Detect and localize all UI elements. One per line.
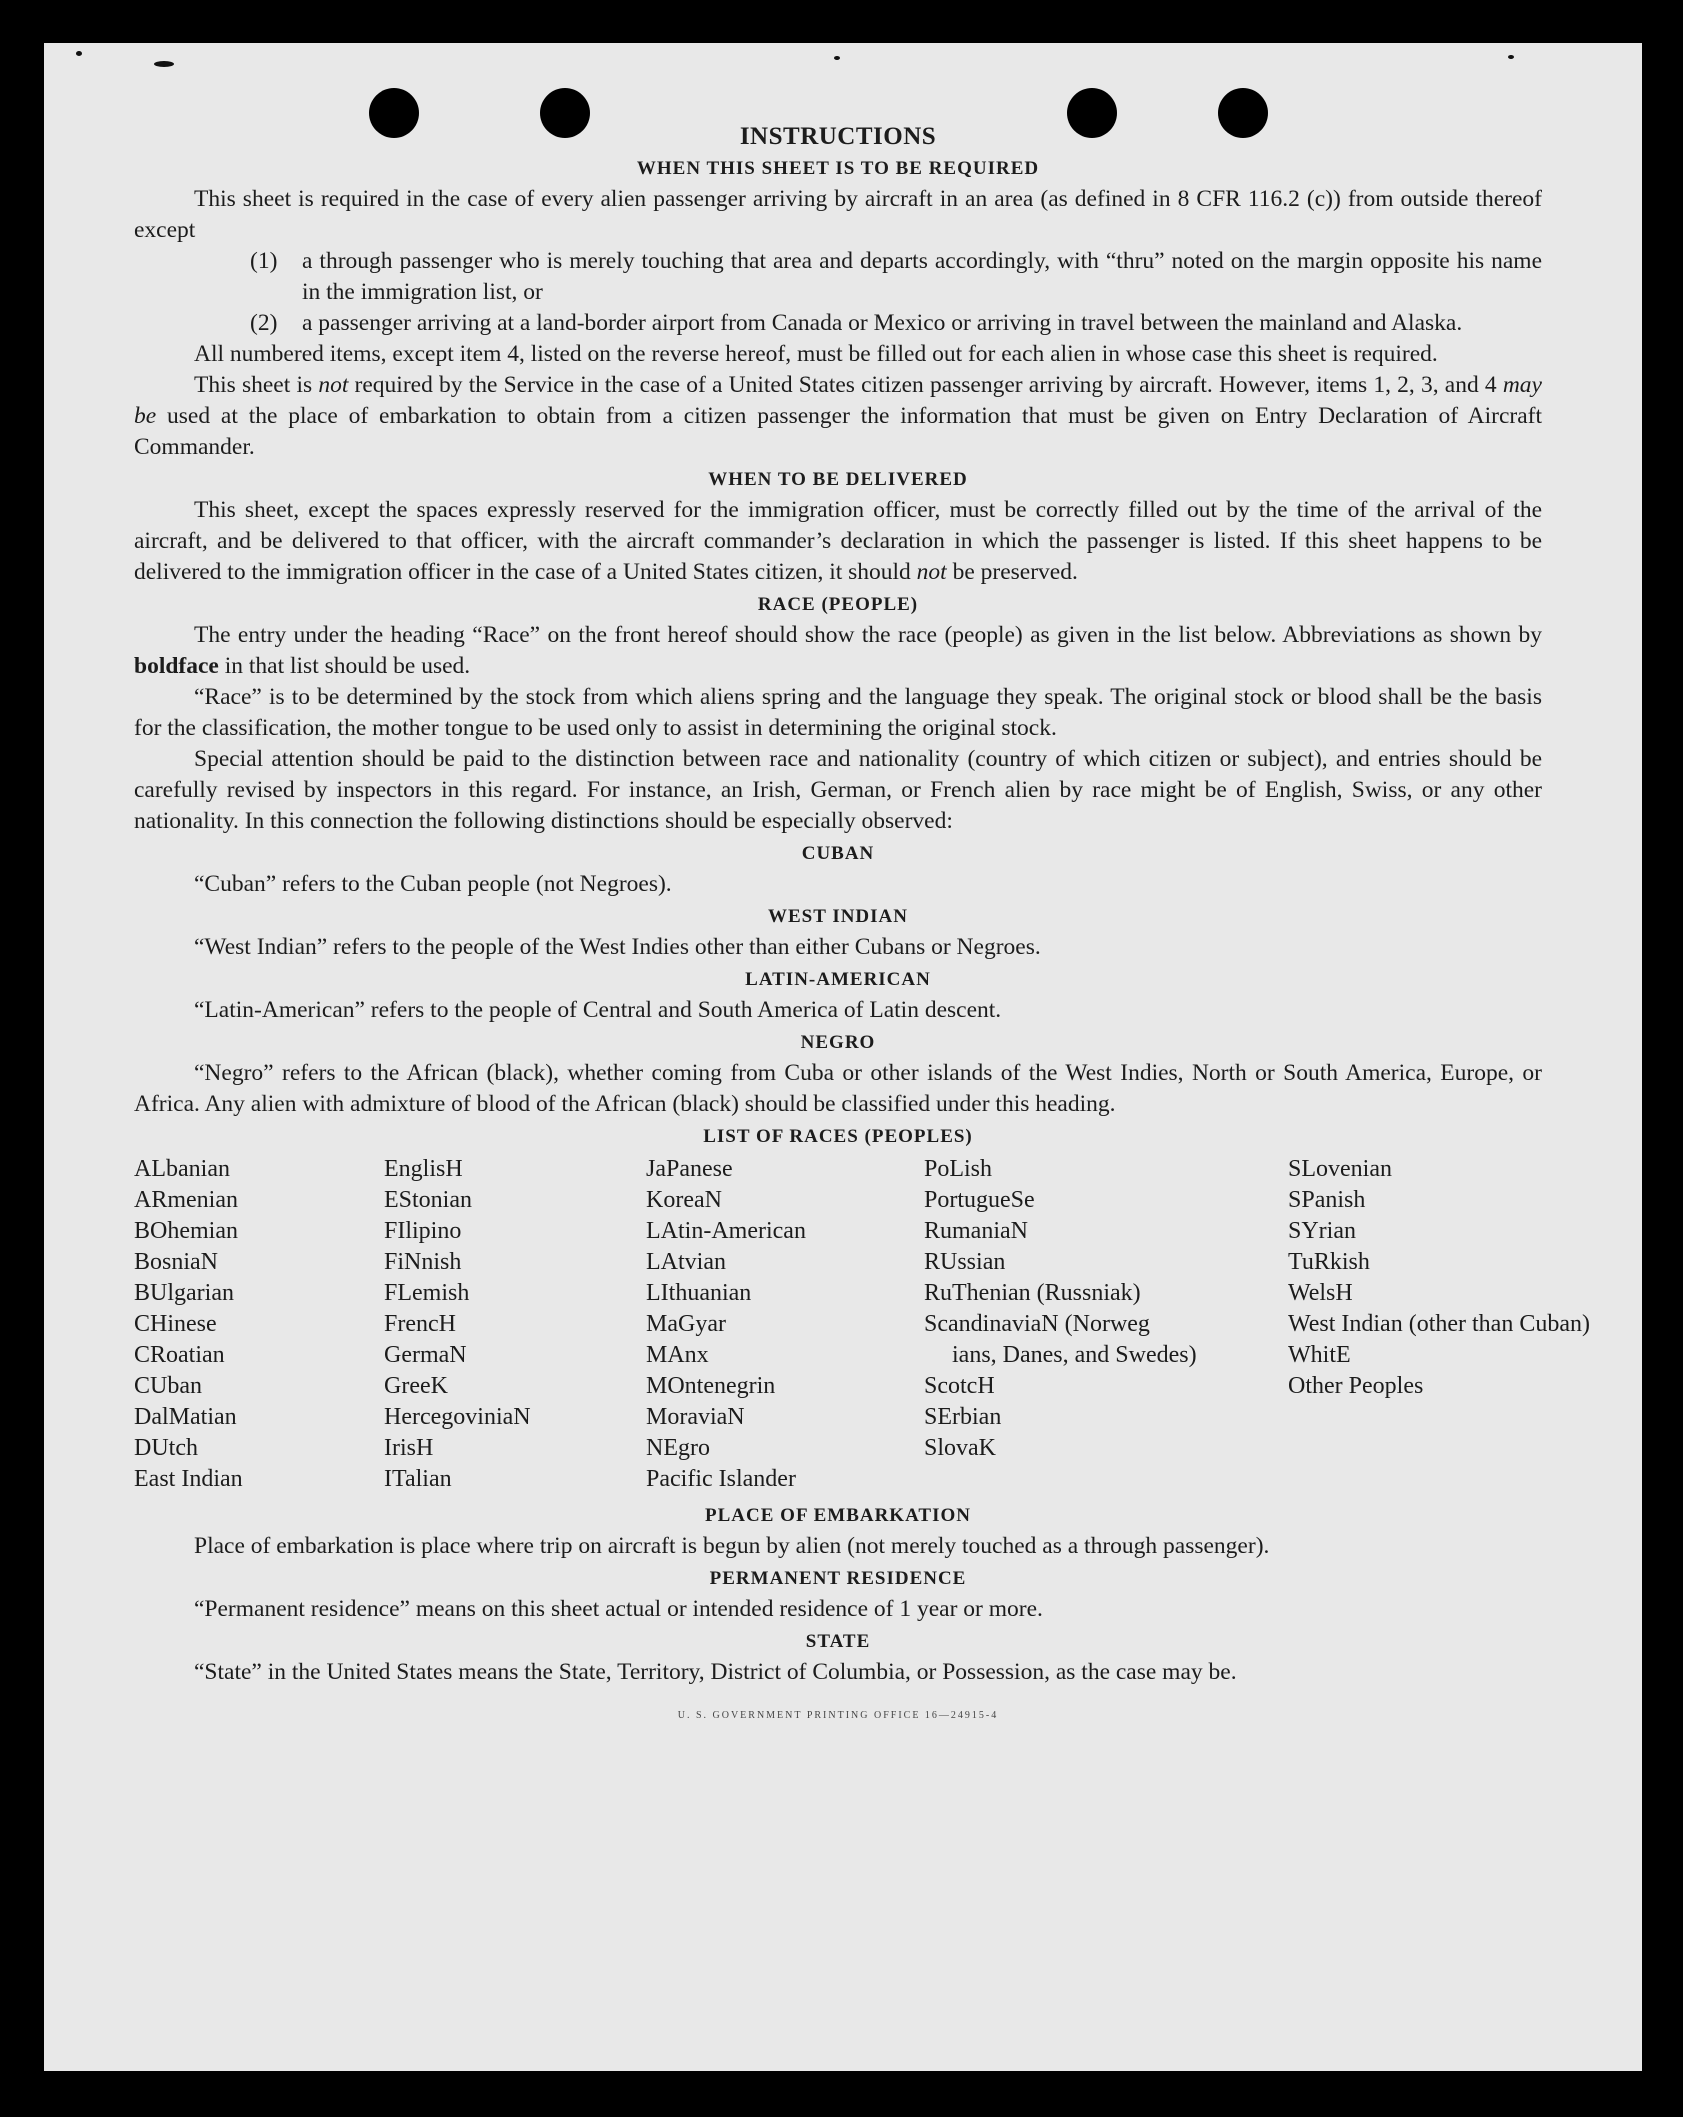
race-item: MAnx bbox=[646, 1342, 709, 1368]
race-para-2: “Race” is to be determined by the stock from which aliens spring and the language they speak. The original stock or blood shall be the basis for the classification, the mother tongue to be used only to assist in determining the original stock. bbox=[134, 684, 1542, 741]
race-item: SlovaK bbox=[924, 1435, 996, 1461]
race-item: LIthuanian bbox=[646, 1280, 752, 1306]
race-column bbox=[646, 1154, 924, 1495]
section-heading-state: STATE bbox=[805, 1631, 871, 1652]
race-item: BOhemian bbox=[134, 1218, 238, 1244]
item-number: (2) bbox=[250, 310, 278, 336]
race-item: SYrian bbox=[1288, 1218, 1356, 1244]
race-para-3: Special attention should be paid to the distinction between race and nationality (country of which citizen or subject), and entries should be carefully revised by inspectors in this regard. For instance, an Irish, German, or French alien by race might be of English, Swiss, or any other nationality. In this connection the following distinctions should be especially observed: bbox=[134, 746, 1542, 834]
race-item: IrisH bbox=[384, 1435, 434, 1461]
race-item: EStonian bbox=[384, 1187, 472, 1213]
race-item: ScotcH bbox=[924, 1373, 995, 1399]
section-heading-race: RACE (PEOPLE) bbox=[757, 594, 919, 615]
section-heading-list-of-races: LIST OF RACES (PEOPLES) bbox=[703, 1126, 973, 1147]
race-item: East Indian bbox=[134, 1466, 243, 1492]
race-item: BosniaN bbox=[134, 1249, 218, 1275]
race-item: FrencH bbox=[384, 1311, 456, 1337]
speck bbox=[76, 51, 82, 56]
race-item: SPanish bbox=[1288, 1187, 1366, 1213]
race-column bbox=[924, 1154, 1288, 1495]
race-column bbox=[1288, 1154, 1590, 1495]
race-item: FLemish bbox=[384, 1280, 470, 1306]
race-item: ARmenian bbox=[134, 1187, 238, 1213]
exception-item bbox=[134, 308, 1542, 339]
race-item: MoraviaN bbox=[646, 1404, 745, 1430]
race-item: CHinese bbox=[134, 1311, 217, 1337]
race-item: ScandinaviaN (Norweg ians, Danes, and Swedes) bbox=[924, 1311, 1197, 1368]
printer-imprint: U. S. GOVERNMENT PRINTING OFFICE 16—24915-4 bbox=[677, 1710, 999, 1721]
race-para-1: The entry under the heading “Race” on the front hereof should show the race (people) as given in the list below. Abbreviations as shown by boldface in that list should be used. bbox=[134, 622, 1542, 679]
race-item: SLovenian bbox=[1288, 1156, 1392, 1182]
delivered-text: This sheet, except the spaces expressly reserved for the immigration officer, must be correctly filled out by the time of the arrival of the aircraft, and be delivered to that officer, with the aircraft commander’s declaration in which the passenger is listed. If this sheet happens to be delivered to the immigration officer in the case of a United States citizen, it should not be preserved. bbox=[134, 497, 1542, 585]
exception-item bbox=[134, 246, 1542, 308]
page-title: INSTRUCTIONS bbox=[739, 123, 937, 150]
speck bbox=[1508, 55, 1514, 59]
residence-text: “Permanent residence” means on this sheet actual or intended residence of 1 year or more. bbox=[194, 1596, 1043, 1622]
instructions-content bbox=[134, 121, 1590, 1731]
race-item: BUlgarian bbox=[134, 1280, 234, 1306]
race-item: JaPanese bbox=[646, 1156, 733, 1182]
document-sheet bbox=[44, 43, 1642, 2071]
race-item: CRoatian bbox=[134, 1342, 225, 1368]
section-heading-west-indian: WEST INDIAN bbox=[768, 906, 908, 927]
item-text: a through passenger who is merely touching that area and departs accordingly, with “thru” noted on the margin opposite his name in the immigration list, or bbox=[302, 248, 1542, 305]
item-text: a passenger arriving at a land-border airport from Canada or Mexico or arriving in travel between the mainland and Alaska. bbox=[302, 310, 1463, 336]
cuban-text: “Cuban” refers to the Cuban people (not Negroes). bbox=[194, 871, 672, 897]
section-heading-residence: PERMANENT RESIDENCE bbox=[709, 1568, 967, 1589]
item-number: (1) bbox=[250, 248, 278, 274]
race-item: FiNnish bbox=[384, 1249, 462, 1275]
embarkation-text: Place of embarkation is place where trip on aircraft is begun by alien (not merely touched as a through passenger). bbox=[194, 1533, 1270, 1559]
race-item: EnglisH bbox=[384, 1156, 463, 1182]
race-item: MOntenegrin bbox=[646, 1373, 776, 1399]
race-item: PoLish bbox=[924, 1156, 993, 1182]
race-item: GreeK bbox=[384, 1373, 448, 1399]
section-heading-negro: NEGRO bbox=[800, 1032, 876, 1053]
race-item: KoreaN bbox=[646, 1187, 722, 1213]
race-item: ITalian bbox=[384, 1466, 452, 1492]
west-indian-text: “West Indian” refers to the people of the West Indies other than either Cubans or Negroes. bbox=[194, 934, 1041, 960]
race-item: WelsH bbox=[1288, 1280, 1353, 1306]
speck bbox=[834, 56, 840, 60]
race-item: CUban bbox=[134, 1373, 202, 1399]
race-item: DUtch bbox=[134, 1435, 198, 1461]
race-item: ALbanian bbox=[134, 1156, 230, 1182]
required-para-3: This sheet is not required by the Service in the case of a United States citizen passenger arriving by aircraft. However, items 1, 2, 3, and 4 may be used at the place of embarkation to obtain from a citizen passenger the information that must be given on Entry Declaration of Aircraft Commander. bbox=[134, 372, 1542, 460]
race-item: WhitE bbox=[1288, 1342, 1351, 1368]
race-item: Pacific Islander bbox=[646, 1466, 796, 1492]
race-item: LAtin-American bbox=[646, 1218, 806, 1244]
race-item: SErbian bbox=[924, 1404, 1002, 1430]
speck bbox=[154, 61, 174, 67]
section-heading-cuban: CUBAN bbox=[801, 843, 875, 864]
race-item: FIlipino bbox=[384, 1218, 462, 1244]
race-item: RuThenian (Russniak) bbox=[924, 1280, 1141, 1306]
section-heading-latin-american: LATIN-AMERICAN bbox=[745, 969, 931, 990]
race-column bbox=[134, 1154, 384, 1495]
race-item: MaGyar bbox=[646, 1311, 726, 1337]
required-para-2: All numbered items, except item 4, listed on the reverse hereof, must be filled out for each alien in whose case this sheet is required. bbox=[194, 341, 1438, 367]
section-heading-required: WHEN THIS SHEET IS TO BE REQUIRED bbox=[636, 158, 1040, 179]
section-heading-delivered: WHEN TO BE DELIVERED bbox=[708, 469, 968, 490]
race-item: Other Peoples bbox=[1288, 1373, 1424, 1399]
race-item: RumaniaN bbox=[924, 1218, 1028, 1244]
race-item: GermaN bbox=[384, 1342, 467, 1368]
race-item: DalMatian bbox=[134, 1404, 237, 1430]
required-intro: This sheet is required in the case of every alien passenger arriving by aircraft in an area (as defined in 8 CFR 116.2 (c)) from outside thereof except bbox=[134, 186, 1542, 243]
latin-american-text: “Latin-American” refers to the people of Central and South America of Latin descent. bbox=[194, 997, 1002, 1023]
race-item: TuRkish bbox=[1288, 1249, 1370, 1275]
race-item: HercegoviniaN bbox=[384, 1404, 531, 1430]
race-item: West Indian (other than Cuban) bbox=[1288, 1311, 1590, 1337]
section-heading-embarkation: PLACE OF EMBARKATION bbox=[705, 1505, 971, 1526]
race-item: LAtvian bbox=[646, 1249, 726, 1275]
race-item: PortugueSe bbox=[924, 1187, 1035, 1213]
races-list bbox=[134, 1154, 1590, 1495]
race-column bbox=[384, 1154, 646, 1495]
negro-text: “Negro” refers to the African (black), whether coming from Cuba or other islands of the West Indies, North or South America, Europe, or Africa. Any alien with admixture of blood of the African (black) should be classified under this heading. bbox=[134, 1060, 1542, 1117]
state-text: “State” in the United States means the State, Territory, District of Columbia, or Possession, as the case may be. bbox=[194, 1659, 1237, 1685]
race-item: RUssian bbox=[924, 1249, 1006, 1275]
race-item: NEgro bbox=[646, 1435, 710, 1461]
